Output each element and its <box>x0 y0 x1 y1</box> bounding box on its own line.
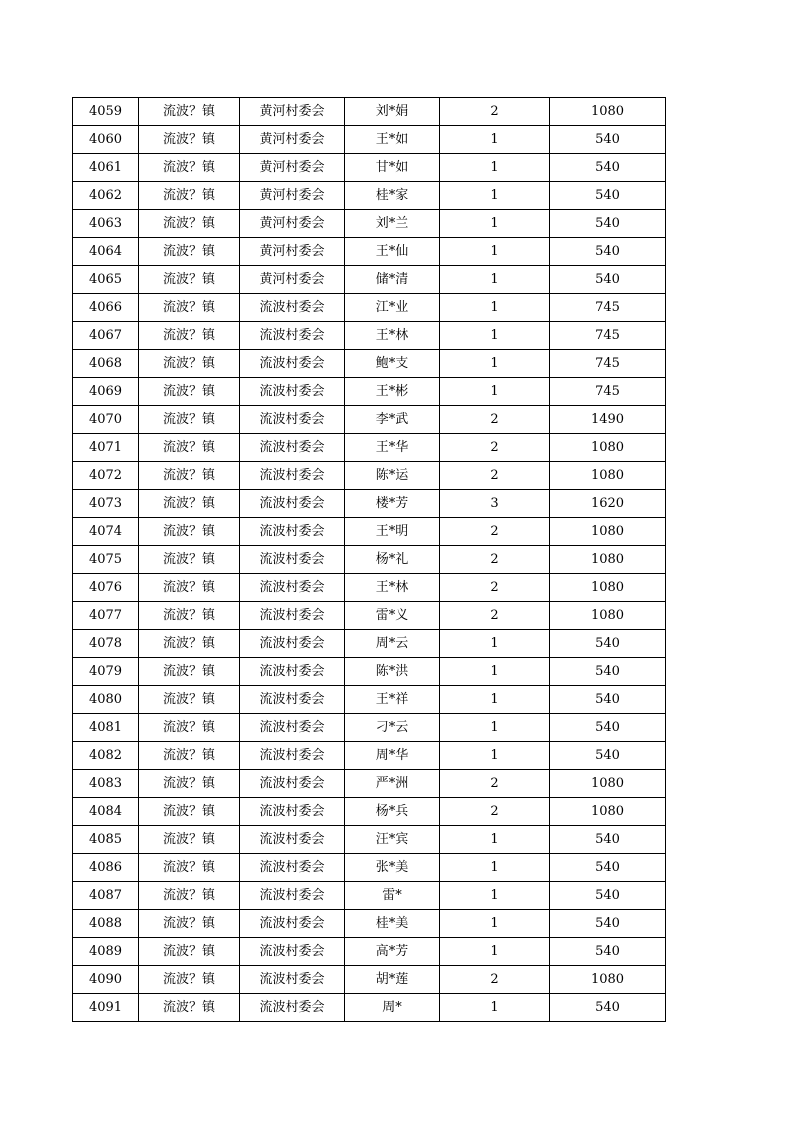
row-number-cell: 4091 <box>73 994 139 1022</box>
count-cell: 1 <box>440 350 550 378</box>
amount-cell: 1490 <box>550 406 666 434</box>
name-cell: 甘*如 <box>345 154 440 182</box>
village-committee-cell: 流波村委会 <box>240 322 345 350</box>
name-cell: 王*明 <box>345 518 440 546</box>
row-number-cell: 4076 <box>73 574 139 602</box>
table-row <box>73 462 666 490</box>
table-row <box>73 406 666 434</box>
count-cell: 2 <box>440 98 550 126</box>
village-committee-cell: 流波村委会 <box>240 490 345 518</box>
row-number-cell: 4071 <box>73 434 139 462</box>
amount-cell: 1080 <box>550 602 666 630</box>
village-committee-cell: 流波村委会 <box>240 602 345 630</box>
count-cell: 1 <box>440 266 550 294</box>
count-cell: 1 <box>440 882 550 910</box>
count-cell: 1 <box>440 126 550 154</box>
village-committee-cell: 流波村委会 <box>240 378 345 406</box>
town-cell: 流波？镇 <box>139 154 240 182</box>
row-number-cell: 4074 <box>73 518 139 546</box>
name-cell: 周*云 <box>345 630 440 658</box>
village-committee-cell: 黄河村委会 <box>240 182 345 210</box>
village-committee-cell: 流波村委会 <box>240 546 345 574</box>
row-number-cell: 4087 <box>73 882 139 910</box>
count-cell: 1 <box>440 686 550 714</box>
name-cell: 汪*宾 <box>345 826 440 854</box>
town-cell: 流波？镇 <box>139 98 240 126</box>
row-number-cell: 4064 <box>73 238 139 266</box>
village-committee-cell: 黄河村委会 <box>240 266 345 294</box>
row-number-cell: 4068 <box>73 350 139 378</box>
town-cell: 流波？镇 <box>139 434 240 462</box>
row-number-cell: 4084 <box>73 798 139 826</box>
table-row <box>73 742 666 770</box>
name-cell: 张*美 <box>345 854 440 882</box>
table-row <box>73 154 666 182</box>
table-row <box>73 714 666 742</box>
count-cell: 1 <box>440 238 550 266</box>
table-row <box>73 854 666 882</box>
name-cell: 李*武 <box>345 406 440 434</box>
amount-cell: 540 <box>550 882 666 910</box>
name-cell: 王*林 <box>345 322 440 350</box>
count-cell: 1 <box>440 742 550 770</box>
name-cell: 刘*兰 <box>345 210 440 238</box>
row-number-cell: 4059 <box>73 98 139 126</box>
count-cell: 1 <box>440 154 550 182</box>
table-row <box>73 826 666 854</box>
amount-cell: 540 <box>550 266 666 294</box>
town-cell: 流波？镇 <box>139 658 240 686</box>
amount-cell: 1080 <box>550 770 666 798</box>
count-cell: 2 <box>440 574 550 602</box>
count-cell: 1 <box>440 658 550 686</box>
village-committee-cell: 流波村委会 <box>240 434 345 462</box>
name-cell: 周* <box>345 994 440 1022</box>
town-cell: 流波？镇 <box>139 182 240 210</box>
row-number-cell: 4080 <box>73 686 139 714</box>
amount-cell: 745 <box>550 350 666 378</box>
amount-cell: 1080 <box>550 98 666 126</box>
amount-cell: 745 <box>550 322 666 350</box>
name-cell: 严*洲 <box>345 770 440 798</box>
row-number-cell: 4079 <box>73 658 139 686</box>
town-cell: 流波？镇 <box>139 994 240 1022</box>
table-row <box>73 994 666 1022</box>
table-row <box>73 322 666 350</box>
row-number-cell: 4090 <box>73 966 139 994</box>
count-cell: 2 <box>440 546 550 574</box>
table-row <box>73 350 666 378</box>
row-number-cell: 4085 <box>73 826 139 854</box>
row-number-cell: 4073 <box>73 490 139 518</box>
name-cell: 王*如 <box>345 126 440 154</box>
village-committee-cell: 流波村委会 <box>240 854 345 882</box>
row-number-cell: 4077 <box>73 602 139 630</box>
count-cell: 1 <box>440 210 550 238</box>
amount-cell: 540 <box>550 154 666 182</box>
town-cell: 流波？镇 <box>139 238 240 266</box>
count-cell: 2 <box>440 966 550 994</box>
amount-cell: 1080 <box>550 798 666 826</box>
table-row <box>73 798 666 826</box>
count-cell: 2 <box>440 770 550 798</box>
village-committee-cell: 黄河村委会 <box>240 238 345 266</box>
village-committee-cell: 流波村委会 <box>240 938 345 966</box>
town-cell: 流波？镇 <box>139 406 240 434</box>
village-committee-cell: 流波村委会 <box>240 518 345 546</box>
amount-cell: 540 <box>550 630 666 658</box>
count-cell: 1 <box>440 938 550 966</box>
name-cell: 雷*义 <box>345 602 440 630</box>
count-cell: 1 <box>440 182 550 210</box>
amount-cell: 540 <box>550 182 666 210</box>
village-committee-cell: 黄河村委会 <box>240 126 345 154</box>
row-number-cell: 4063 <box>73 210 139 238</box>
amount-cell: 540 <box>550 854 666 882</box>
roster-table <box>72 97 666 1022</box>
table-row <box>73 126 666 154</box>
table-row <box>73 294 666 322</box>
row-number-cell: 4086 <box>73 854 139 882</box>
row-number-cell: 4067 <box>73 322 139 350</box>
row-number-cell: 4069 <box>73 378 139 406</box>
table-row <box>73 518 666 546</box>
amount-cell: 540 <box>550 210 666 238</box>
count-cell: 2 <box>440 798 550 826</box>
row-number-cell: 4075 <box>73 546 139 574</box>
name-cell: 杨*礼 <box>345 546 440 574</box>
town-cell: 流波？镇 <box>139 742 240 770</box>
table-row <box>73 966 666 994</box>
town-cell: 流波？镇 <box>139 210 240 238</box>
town-cell: 流波？镇 <box>139 686 240 714</box>
row-number-cell: 4078 <box>73 630 139 658</box>
village-committee-cell: 流波村委会 <box>240 686 345 714</box>
table-row <box>73 98 666 126</box>
table-row <box>73 210 666 238</box>
town-cell: 流波？镇 <box>139 602 240 630</box>
count-cell: 1 <box>440 294 550 322</box>
amount-cell: 1080 <box>550 966 666 994</box>
village-committee-cell: 流波村委会 <box>240 966 345 994</box>
amount-cell: 1080 <box>550 546 666 574</box>
table-row <box>73 490 666 518</box>
name-cell: 王*林 <box>345 574 440 602</box>
amount-cell: 540 <box>550 126 666 154</box>
village-committee-cell: 流波村委会 <box>240 798 345 826</box>
town-cell: 流波？镇 <box>139 546 240 574</box>
row-number-cell: 4088 <box>73 910 139 938</box>
name-cell: 王*祥 <box>345 686 440 714</box>
town-cell: 流波？镇 <box>139 630 240 658</box>
town-cell: 流波？镇 <box>139 854 240 882</box>
town-cell: 流波？镇 <box>139 350 240 378</box>
village-committee-cell: 流波村委会 <box>240 462 345 490</box>
amount-cell: 540 <box>550 714 666 742</box>
name-cell: 高*芳 <box>345 938 440 966</box>
name-cell: 王*彬 <box>345 378 440 406</box>
count-cell: 2 <box>440 406 550 434</box>
row-number-cell: 4060 <box>73 126 139 154</box>
table-row <box>73 630 666 658</box>
table-row <box>73 882 666 910</box>
amount-cell: 540 <box>550 742 666 770</box>
village-committee-cell: 黄河村委会 <box>240 98 345 126</box>
table-row <box>73 910 666 938</box>
name-cell: 刘*娟 <box>345 98 440 126</box>
name-cell: 王*华 <box>345 434 440 462</box>
village-committee-cell: 流波村委会 <box>240 714 345 742</box>
town-cell: 流波？镇 <box>139 574 240 602</box>
village-committee-cell: 流波村委会 <box>240 994 345 1022</box>
row-number-cell: 4089 <box>73 938 139 966</box>
row-number-cell: 4066 <box>73 294 139 322</box>
village-committee-cell: 流波村委会 <box>240 658 345 686</box>
town-cell: 流波？镇 <box>139 826 240 854</box>
count-cell: 1 <box>440 994 550 1022</box>
village-committee-cell: 流波村委会 <box>240 910 345 938</box>
town-cell: 流波？镇 <box>139 966 240 994</box>
table-row <box>73 938 666 966</box>
town-cell: 流波？镇 <box>139 882 240 910</box>
name-cell: 储*清 <box>345 266 440 294</box>
town-cell: 流波？镇 <box>139 798 240 826</box>
name-cell: 刁*云 <box>345 714 440 742</box>
name-cell: 杨*兵 <box>345 798 440 826</box>
village-committee-cell: 流波村委会 <box>240 350 345 378</box>
town-cell: 流波？镇 <box>139 518 240 546</box>
town-cell: 流波？镇 <box>139 770 240 798</box>
name-cell: 桂*家 <box>345 182 440 210</box>
table-row <box>73 602 666 630</box>
count-cell: 1 <box>440 910 550 938</box>
count-cell: 1 <box>440 854 550 882</box>
amount-cell: 540 <box>550 826 666 854</box>
row-number-cell: 4062 <box>73 182 139 210</box>
roster-table-body <box>73 98 666 1022</box>
amount-cell: 1080 <box>550 462 666 490</box>
count-cell: 1 <box>440 630 550 658</box>
town-cell: 流波？镇 <box>139 462 240 490</box>
row-number-cell: 4081 <box>73 714 139 742</box>
row-number-cell: 4061 <box>73 154 139 182</box>
village-committee-cell: 流波村委会 <box>240 406 345 434</box>
village-committee-cell: 流波村委会 <box>240 826 345 854</box>
town-cell: 流波？镇 <box>139 322 240 350</box>
count-cell: 2 <box>440 602 550 630</box>
table-row <box>73 434 666 462</box>
count-cell: 1 <box>440 826 550 854</box>
name-cell: 陈*洪 <box>345 658 440 686</box>
town-cell: 流波？镇 <box>139 266 240 294</box>
row-number-cell: 4072 <box>73 462 139 490</box>
count-cell: 1 <box>440 378 550 406</box>
amount-cell: 1080 <box>550 434 666 462</box>
village-committee-cell: 流波村委会 <box>240 742 345 770</box>
name-cell: 陈*运 <box>345 462 440 490</box>
name-cell: 楼*芳 <box>345 490 440 518</box>
count-cell: 2 <box>440 518 550 546</box>
amount-cell: 540 <box>550 994 666 1022</box>
name-cell: 江*业 <box>345 294 440 322</box>
town-cell: 流波？镇 <box>139 714 240 742</box>
count-cell: 2 <box>440 434 550 462</box>
amount-cell: 540 <box>550 938 666 966</box>
village-committee-cell: 黄河村委会 <box>240 154 345 182</box>
table-row <box>73 238 666 266</box>
village-committee-cell: 流波村委会 <box>240 574 345 602</box>
count-cell: 1 <box>440 322 550 350</box>
table-row <box>73 182 666 210</box>
amount-cell: 540 <box>550 910 666 938</box>
town-cell: 流波？镇 <box>139 938 240 966</box>
town-cell: 流波？镇 <box>139 378 240 406</box>
count-cell: 3 <box>440 490 550 518</box>
town-cell: 流波？镇 <box>139 126 240 154</box>
amount-cell: 1620 <box>550 490 666 518</box>
town-cell: 流波？镇 <box>139 910 240 938</box>
name-cell: 桂*美 <box>345 910 440 938</box>
amount-cell: 540 <box>550 686 666 714</box>
table-row <box>73 546 666 574</box>
amount-cell: 745 <box>550 378 666 406</box>
count-cell: 2 <box>440 462 550 490</box>
amount-cell: 1080 <box>550 518 666 546</box>
table-row <box>73 378 666 406</box>
village-committee-cell: 黄河村委会 <box>240 210 345 238</box>
table-row <box>73 574 666 602</box>
table-row <box>73 686 666 714</box>
village-committee-cell: 流波村委会 <box>240 294 345 322</box>
name-cell: 王*仙 <box>345 238 440 266</box>
amount-cell: 540 <box>550 658 666 686</box>
row-number-cell: 4083 <box>73 770 139 798</box>
row-number-cell: 4070 <box>73 406 139 434</box>
town-cell: 流波？镇 <box>139 294 240 322</box>
amount-cell: 745 <box>550 294 666 322</box>
row-number-cell: 4065 <box>73 266 139 294</box>
village-committee-cell: 流波村委会 <box>240 882 345 910</box>
town-cell: 流波？镇 <box>139 490 240 518</box>
table-row <box>73 266 666 294</box>
village-committee-cell: 流波村委会 <box>240 630 345 658</box>
name-cell: 胡*莲 <box>345 966 440 994</box>
name-cell: 周*华 <box>345 742 440 770</box>
amount-cell: 540 <box>550 238 666 266</box>
row-number-cell: 4082 <box>73 742 139 770</box>
name-cell: 鲍*支 <box>345 350 440 378</box>
table-row <box>73 770 666 798</box>
village-committee-cell: 流波村委会 <box>240 770 345 798</box>
amount-cell: 1080 <box>550 574 666 602</box>
table-row <box>73 658 666 686</box>
count-cell: 1 <box>440 714 550 742</box>
name-cell: 雷* <box>345 882 440 910</box>
